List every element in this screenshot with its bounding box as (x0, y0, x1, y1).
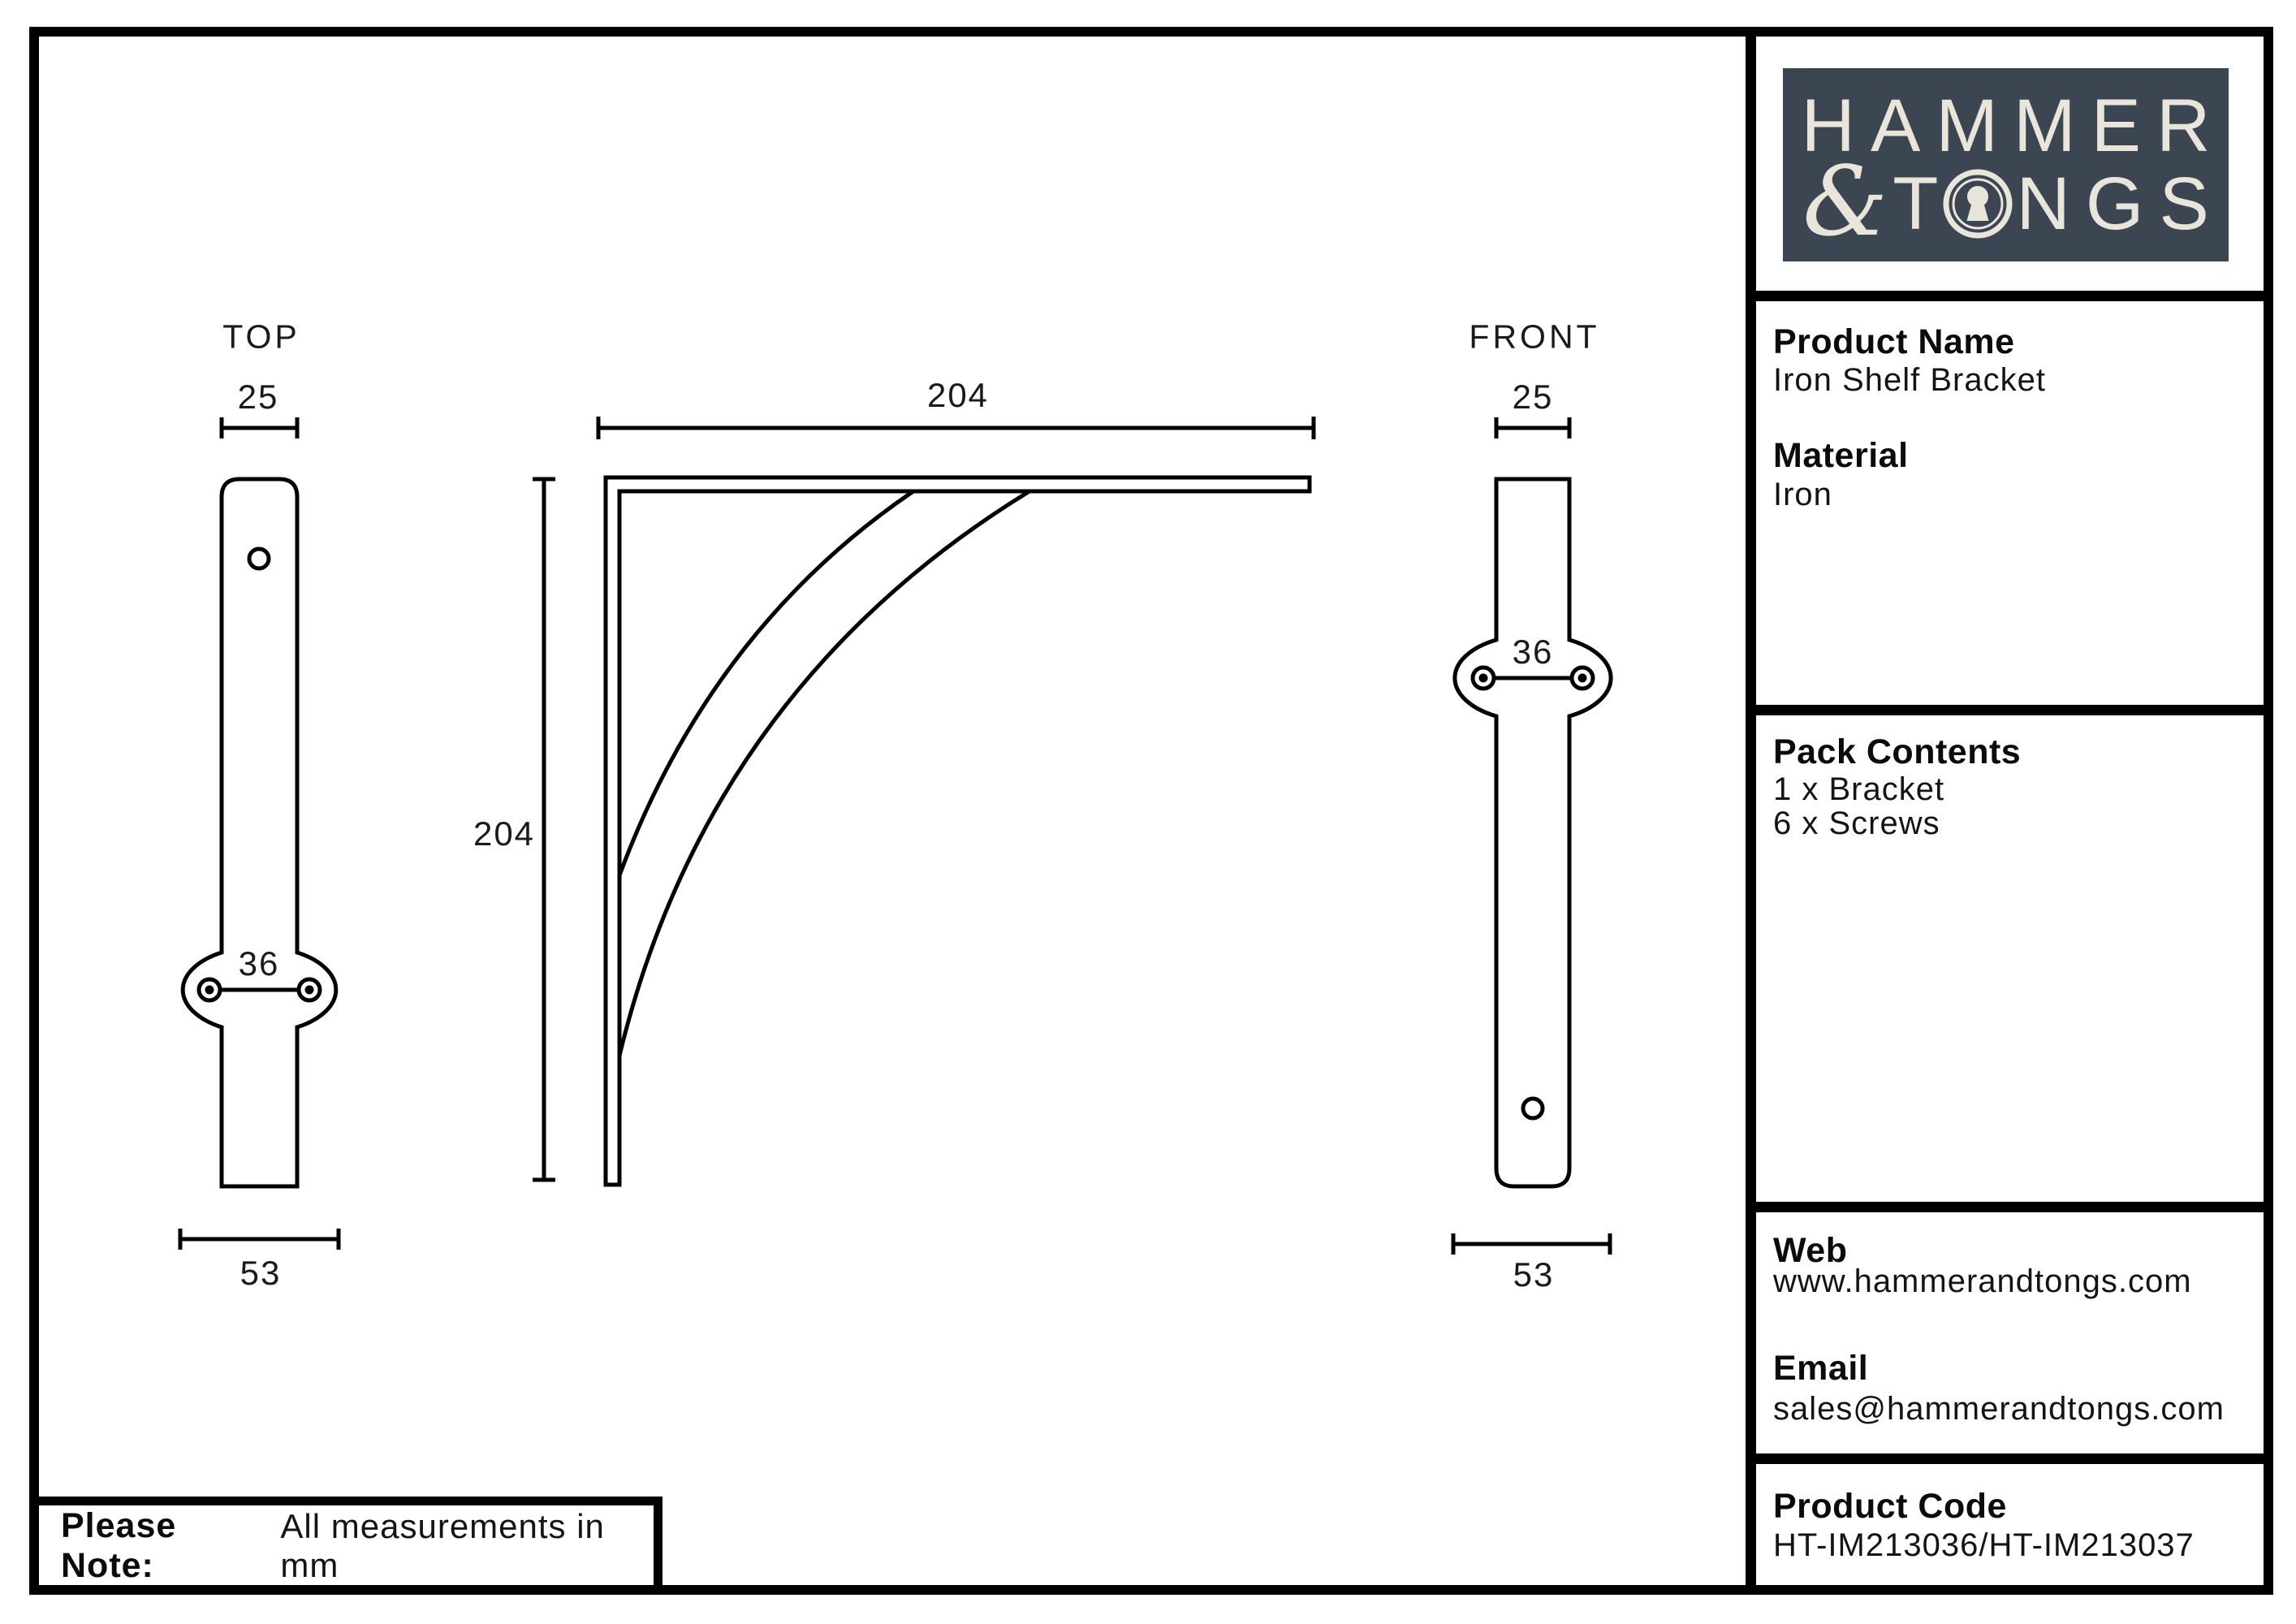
dim-top-holes: 36 (238, 944, 280, 983)
pack-item: 6 x Screws (1773, 806, 1940, 841)
front-view-label: FRONT (1469, 317, 1600, 356)
dim-side-height: 204 (473, 814, 536, 853)
dim-side-width: 204 (926, 376, 990, 414)
dim-front-holes: 36 (1512, 633, 1554, 671)
dim-top-base: 53 (240, 1254, 282, 1292)
brand-letter-t: T (1892, 162, 1940, 245)
note-bold-text: Please Note: (61, 1505, 177, 1585)
material-label: Material (1773, 436, 1909, 475)
product-name-value: Iron Shelf Bracket (1773, 362, 2046, 398)
brand-letters-ngs: NGS (2016, 162, 2225, 245)
email-value: sales@hammerandtongs.com (1773, 1391, 2225, 1427)
dim-front-width: 25 (1512, 378, 1554, 416)
pack-contents-label: Pack Contents (1773, 732, 2022, 771)
brand-word-hammer: HAMMER (1801, 84, 2226, 167)
material-value: Iron (1773, 477, 1832, 512)
top-view-label: TOP (222, 317, 300, 356)
page-border (29, 27, 2273, 1595)
dim-front-base: 53 (1513, 1255, 1555, 1294)
product-code-label: Product Code (1773, 1487, 2007, 1526)
web-value: www.hammerandtongs.com (1773, 1263, 2192, 1299)
pack-item: 1 x Bracket (1773, 771, 1945, 807)
ampersand-glyph: & (1802, 145, 1888, 257)
product-name-label: Product Name (1773, 322, 2015, 361)
email-label: Email (1773, 1349, 1869, 1388)
web-label: Web (1773, 1231, 1848, 1270)
product-code-value: HT-IM213036/HT-IM213037 (1773, 1527, 2195, 1563)
note-text: All measurements in mm (280, 1506, 605, 1584)
dim-top-width: 25 (237, 378, 279, 416)
